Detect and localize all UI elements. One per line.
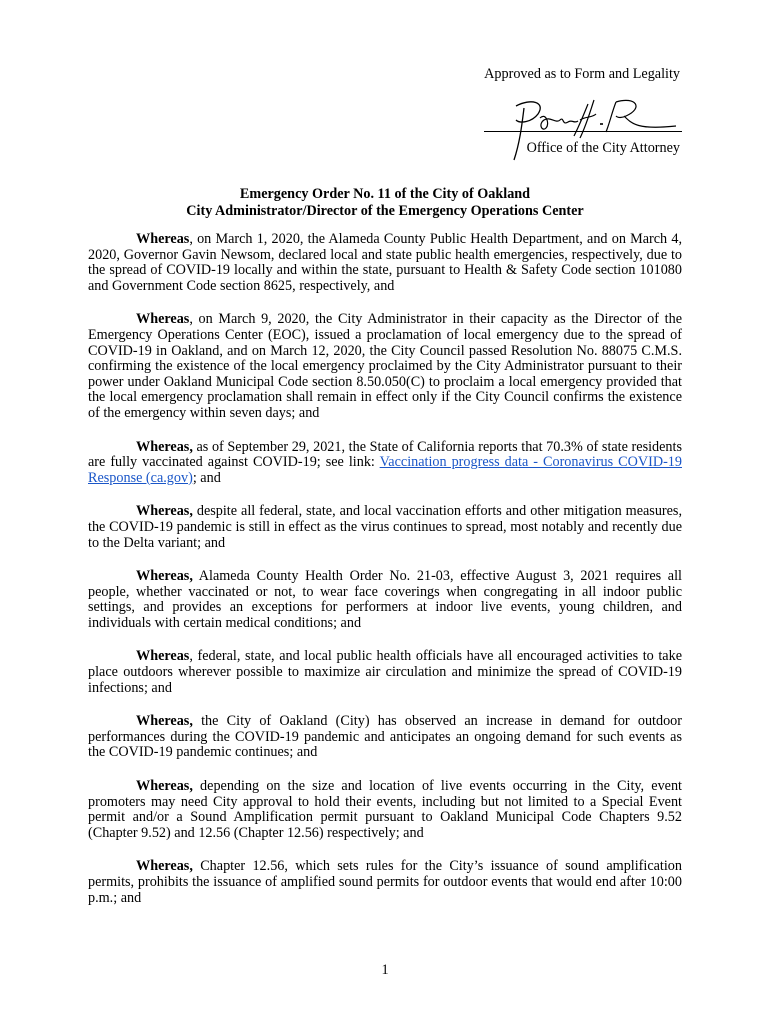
paragraph-text: , federal, state, and local public health officials have all encouraged activities to take place outdoors wherever possible to maximize air circulation and minimize the spread of COVID-19 infections; and	[88, 648, 682, 696]
whereas-paragraph	[88, 232, 682, 294]
paragraph-text: Chapter 12.56, which sets rules for the City’s issuance of sound amplification permits, prohibits the issuance of amplified sound permits for outdoor events that would end after 10:00 p.m.; and	[88, 858, 682, 906]
whereas-lead: Whereas,	[136, 713, 193, 730]
whereas-paragraph	[88, 440, 682, 487]
whereas-paragraph	[88, 859, 682, 906]
whereas-lead: Whereas,	[136, 503, 193, 520]
approved-label: Approved as to Form and Legality	[484, 66, 680, 82]
signature-line	[484, 131, 682, 132]
vaccination-progress-link[interactable]: Vaccination progress data - Coronavirus COVID-19 Response (ca.gov)	[88, 454, 682, 486]
whereas-paragraph	[88, 312, 682, 421]
page-number: 1	[381, 962, 389, 978]
whereas-paragraph	[88, 569, 682, 631]
whereas-lead: Whereas	[136, 648, 190, 665]
paragraph-text: as of September 29, 2021, the State of California reports that 70.3% of state residents are fully vaccinated against COVID-19; see link:	[88, 438, 682, 471]
whereas-lead: Whereas,	[136, 568, 193, 585]
paragraph-text: Alameda County Health Order No. 21-03, effective August 3, 2021 requires all people, whether vaccinated or not, to wear face coverings when congregating in all indoor public settings, and provides an exceptions for performers at indoor live events, young children, and individuals with certain medical conditions; and	[88, 568, 682, 631]
whereas-lead: Whereas,	[136, 778, 193, 795]
office-label: Office of the City Attorney	[526, 140, 680, 156]
document-body	[88, 232, 682, 924]
order-title	[88, 186, 682, 220]
whereas-paragraph	[88, 779, 682, 841]
whereas-paragraph	[88, 714, 682, 761]
whereas-paragraph	[88, 504, 682, 551]
whereas-lead: Whereas	[136, 311, 190, 328]
paragraph-tail: ; and	[192, 469, 221, 486]
whereas-paragraph	[88, 649, 682, 696]
paragraph-text: depending on the size and location of live events occurring in the City, event promoters may need City approval to hold their events, including but not limited to a Special Event permit and/or a Sound Amplification permit pursuant to Oakland Municipal Code Chapters 9.52 (Chapter 9.52) and 12.56 (Chapter 12.56) respectively; and	[88, 778, 682, 841]
whereas-lead: Whereas,	[136, 438, 193, 455]
whereas-lead: Whereas	[136, 231, 190, 247]
paragraph-text: the City of Oakland (City) has observed an increase in demand for outdoor performances during the COVID-19 pandemic and anticipates an ongoing demand for such events as the COVID-19 pandemic continues; and	[88, 713, 682, 761]
paragraph-text: , on March 1, 2020, the Alameda County Public Health Department, and on March 4, 2020, Governor Gavin Newsom, declared local and state public health emergencies, respectively, due to the spread of COVID-19 locally and within the state, pursuant to Health & Safety Code section 101080 and Government Code section 8625, respectively, and	[88, 231, 682, 294]
order-title-line-1: Emergency Order No. 11 of the City of Oakland	[239, 186, 531, 202]
paragraph-text: despite all federal, state, and local vaccination efforts and other mitigation measures, the COVID-19 pandemic is still in effect as the virus continues to spread, most notably and recently due to the Delta variant; and	[88, 503, 682, 551]
order-title-line-2: City Administrator/Director of the Emergency Operations Center	[186, 203, 584, 219]
paragraph-text: , on March 9, 2020, the City Administrator in their capacity as the Director of the Emergency Operations Center (EOC), issued a proclamation of local emergency due to the spread of COVID-19 in Oakland, and on March 12, 2020, the City Council passed Resolution No. 88075 C.M.S. confirming the existence of the local emergency proclaimed by the City Administrator pursuant to their power under Oakland Municipal Code section 8.50.050(C) to proclaim a local emergency provided that the local emergency proclamation shall remain in effect only if the City Council confirms the existence of the emergency within seven days; and	[88, 311, 682, 421]
whereas-lead: Whereas,	[136, 858, 193, 875]
